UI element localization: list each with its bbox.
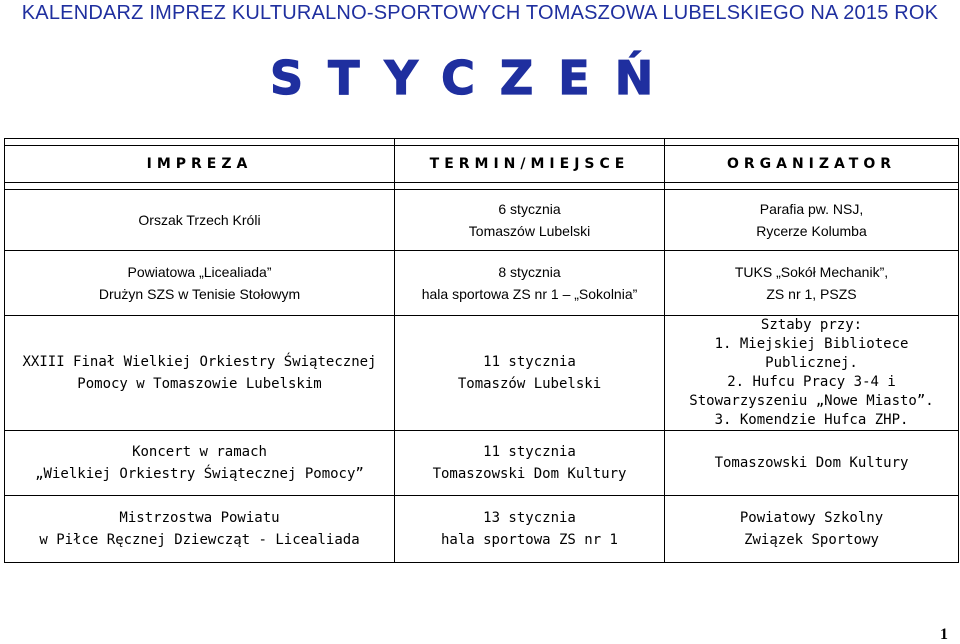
column-header-term: TERMIN/MIEJSCE (395, 146, 665, 183)
organizer-line: ZS nr 1, PSZS (766, 286, 857, 302)
event-line: Drużyn SZS w Tenisie Stołowym (98, 286, 301, 302)
event-cell (5, 431, 395, 496)
event-line: w Piłce Ręcznej Dziewcząt - Licealiada (39, 532, 360, 548)
events-table (4, 138, 959, 563)
term-cell (395, 431, 665, 496)
term-cell (395, 316, 665, 431)
organizer-cell (665, 316, 959, 431)
organizer-line: 3. Komendzie Hufca ZHP. (714, 412, 909, 428)
term-cell (395, 251, 665, 316)
term-place: Tomaszów Lubelski (457, 376, 602, 392)
event-cell (5, 190, 395, 251)
term-date: 13 stycznia (483, 510, 576, 526)
organizer-line: Rycerze Kolumba (756, 223, 867, 239)
column-header-event: IMPREZA (5, 146, 395, 183)
organizer-line: Sztaby przy: (760, 317, 863, 333)
organizer-line: Tomaszowski Dom Kultury (714, 455, 909, 471)
term-cell (395, 496, 665, 563)
event-line: Koncert w ramach (132, 444, 267, 460)
event-line: Orszak Trzech Króli (138, 212, 261, 228)
event-line: Pomocy w Tomaszowie Lubelskim (77, 376, 322, 392)
term-place: Tomaszowski Dom Kultury (432, 466, 627, 482)
month-heading: STYCZEŃ (270, 51, 679, 105)
term-place: hala sportowa ZS nr 1 (440, 532, 618, 548)
organizer-cell (665, 190, 959, 251)
event-line: „Wielkiej Orkiestry Świątecznej Pomocy” (35, 466, 364, 482)
table-header-row (5, 146, 959, 183)
table-row (5, 190, 959, 251)
event-cell (5, 251, 395, 316)
event-line: XXIII Finał Wielkiej Orkiestry Świątecznej (22, 354, 377, 370)
organizer-line: 1. Miejskiej Bibliotece Publicznej. (714, 336, 909, 371)
organizer-line: Związek Sportowy (744, 532, 879, 548)
organizer-cell (665, 431, 959, 496)
term-date: 6 stycznia (498, 201, 561, 217)
event-line: Mistrzostwa Powiatu (119, 510, 280, 526)
term-date: 8 stycznia (498, 264, 561, 280)
table-row (5, 431, 959, 496)
term-place: hala sportowa ZS nr 1 – „Sokolnia” (421, 286, 638, 302)
table-row (5, 496, 959, 563)
organizer-line: Parafia pw. NSJ, (759, 201, 864, 217)
table-top-border (5, 139, 959, 146)
event-cell (5, 316, 395, 431)
term-cell (395, 190, 665, 251)
document-title: KALENDARZ IMPREZ KULTURALNO-SPORTOWYCH TOMASZOWA LUBELSKIEGO NA 2015 ROK (21, 2, 939, 24)
term-date: 11 stycznia (483, 444, 576, 460)
organizer-line: TUKS „Sokół Mechanik”, (734, 264, 889, 280)
term-place: Tomaszów Lubelski (468, 223, 591, 239)
column-header-organizer: ORGANIZATOR (665, 146, 959, 183)
organizer-cell (665, 251, 959, 316)
organizer-line: Powiatowy Szkolny (739, 510, 884, 526)
table-separator (5, 183, 959, 190)
event-cell (5, 496, 395, 563)
page-number: 1 (940, 626, 948, 643)
table-row (5, 251, 959, 316)
term-date: 11 stycznia (483, 354, 576, 370)
event-line: Powiatowa „Licealiada” (127, 264, 272, 280)
organizer-line: 2. Hufcu Pracy 3-4 i (727, 374, 896, 390)
organizer-line: Stowarzyszeniu „Nowe Miasto”. (689, 393, 934, 409)
organizer-cell (665, 496, 959, 563)
table-row (5, 316, 959, 431)
